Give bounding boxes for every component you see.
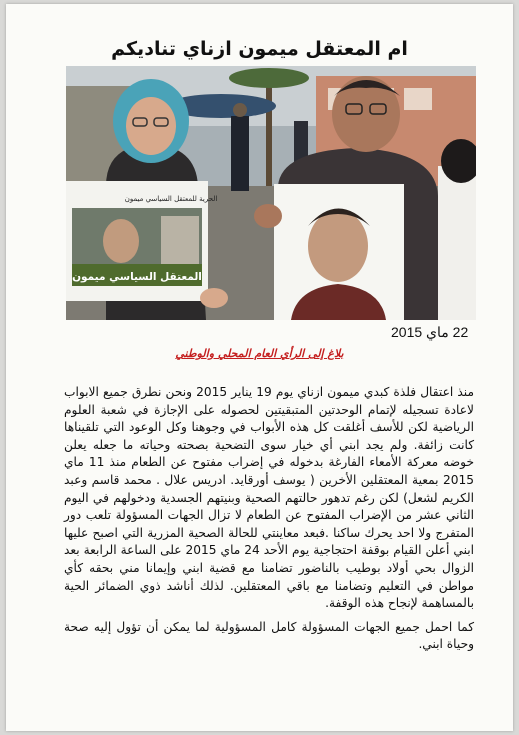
poster-left-caption: المعتقل السياسي ميمون bbox=[72, 271, 202, 283]
document-subtitle: بلاغ إلى الرأي العام المحلي والوطني bbox=[175, 347, 344, 360]
poster-left bbox=[66, 181, 217, 301]
body-paragraph: منذ اعتقال فلذة كبدي ميمون ازناي يوم 19 يناير 2015 ونحن نطرق جميع الابواب لاعادة تسجيله لإتمام الوحدتين المتبقيتين لحصوله على الإجازة في شعبة العلوم الرياضية لكن للأسف أغلقت كل هذه الأبواب في وجوهنا وكل الوعود التي تلقيناها كانت زائفة. ولم يجد ابني أي خيار سوى التضحية بصحته وحياته ما جعله يعلن خوضه معركة الأمعاء الفارغة بدخوله في إضراب مفتوح عن الطعام منذ 11 ماي 2015 بمعية المعتقلين الأخرين ( يوسف أورقايد. ادريس علال . محمد قاسم وعبد الكريم لشعل) لكن رغم تدهور حالتهم الصحية وبنيتهم الجسدية ودخولهم في اليوم الثاني عشر من الإضراب المفتوح عن الطعام لا تزال الجهات المسؤولة تلعب دور المتفرج ولا احد يحرك ساكنا .فبعد معاينتي للحالة الصحية المزرية التي اصبح عليها ابني أعلن القيام بوقفة احتجاجية يوم الأحد 24 ماي 2015 على الساعة الرابعة بعد الزوال بحي أولاد بوطيب بالناضور تضامنا مع قضية ابني وإيمانا مني بحقه كأي مواطن في التعليم وتضامنا مع باقي المعتقلين. لذلك أناشد ذوي الضمائر الحية بالمساهمة لإنجاح هذه الوقفة. bbox=[64, 385, 475, 611]
poster-left-top-text: الحرية للمعتقل السياسي ميمون bbox=[124, 195, 218, 203]
protest-photo bbox=[66, 66, 476, 320]
document-page bbox=[6, 4, 513, 731]
poster-right bbox=[274, 184, 404, 320]
document-date: 22 ماي 2015 bbox=[391, 324, 469, 340]
document-body bbox=[64, 384, 474, 660]
body-paragraph: كما احمل جميع الجهات المسؤولة كامل المسؤولية لما يمكن أن تؤول إليه صحة وحياة ابني. bbox=[64, 619, 474, 652]
document-title: ام المعتقل ميمون ازناي تناديكم bbox=[111, 38, 408, 60]
